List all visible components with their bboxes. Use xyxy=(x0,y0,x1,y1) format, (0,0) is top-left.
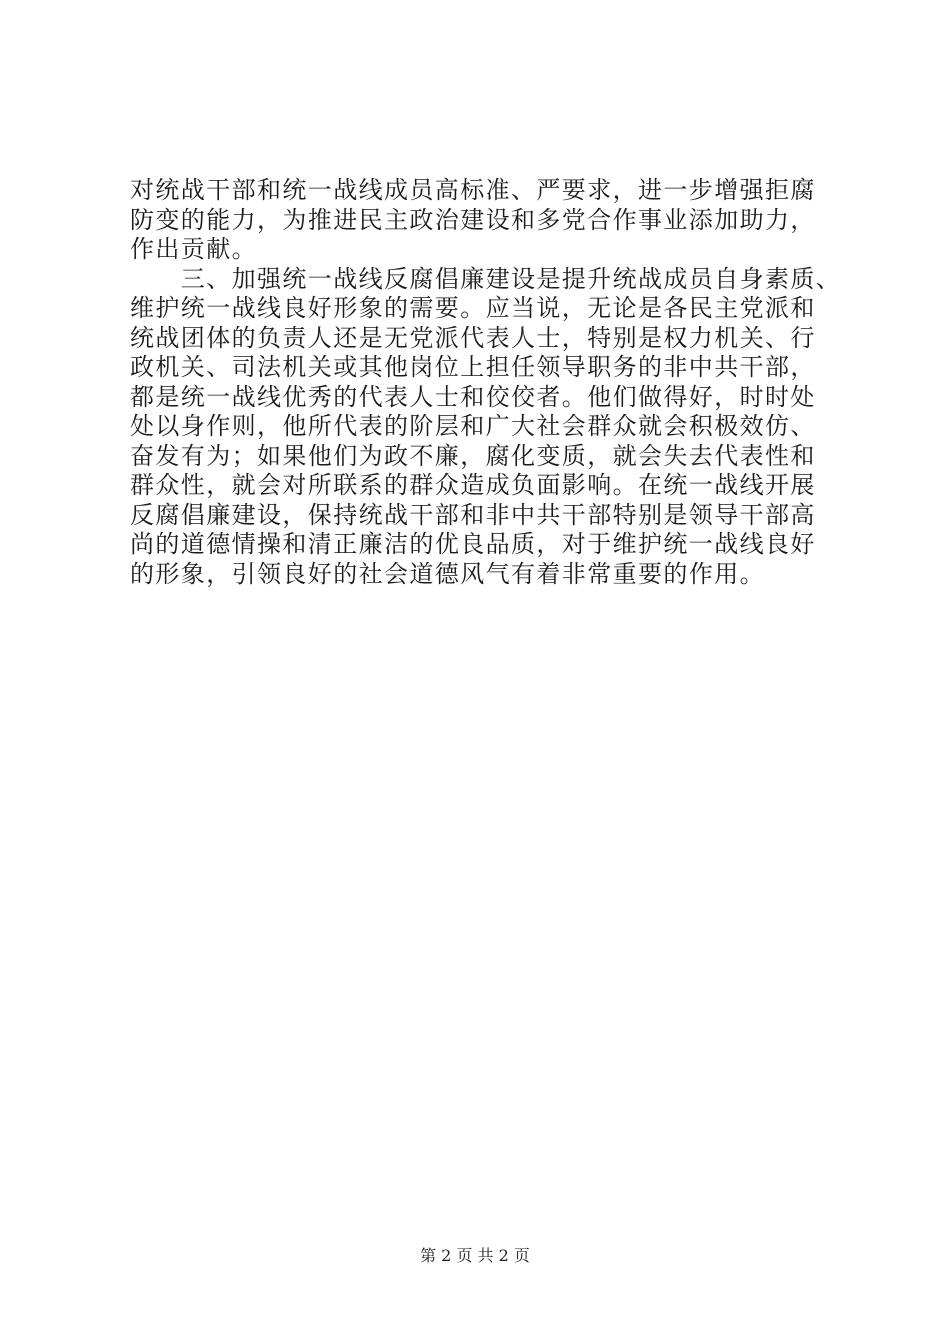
text-line: 尚的道德情操和清正廉洁的优良品质，对于维护统一战线良好 xyxy=(130,530,816,558)
text-line: 政机关、司法机关或其他岗位上担任领导职务的非中共干部， xyxy=(130,353,816,381)
text-line: 奋发有为；如果他们为政不廉，腐化变质，就会失去代表性和 xyxy=(130,441,816,470)
text-line: 都是统一战线优秀的代表人士和佼佼者。他们做得好，时时处 xyxy=(130,382,816,411)
text-line: 维护统一战线良好形象的需要。应当说，无论是各民主党派和 xyxy=(130,294,816,322)
text-line: 防变的能力，为推进民主政治建设和多党合作事业添加助力， xyxy=(130,205,816,234)
body-text xyxy=(130,176,842,589)
text-line: 反腐倡廉建设，保持统战干部和非中共干部特别是领导干部高 xyxy=(130,500,816,529)
text-line: 群众性，就会对所联系的群众造成负面影响。在统一战线开展 xyxy=(130,471,816,499)
text-line: 的形象，引领良好的社会道德风气有着非常重要的作用。 xyxy=(130,559,765,588)
text-line: 处以身作则，他所代表的阶层和广大社会群众就会积极效仿、 xyxy=(130,412,816,440)
text-line: 作出贡献。 xyxy=(130,235,257,263)
page-number-footer: 第 2 页 共 2 页 xyxy=(420,1246,530,1265)
text-line: 对统战干部和统一战线成员高标准、严要求，进一步增强拒腐 xyxy=(130,176,816,204)
text-line: 统战团体的负责人还是无党派代表人士，特别是权力机关、行 xyxy=(130,323,816,352)
text-line: 三、加强统一战线反腐倡廉建设是提升统战成员自身素质、 xyxy=(130,264,842,293)
